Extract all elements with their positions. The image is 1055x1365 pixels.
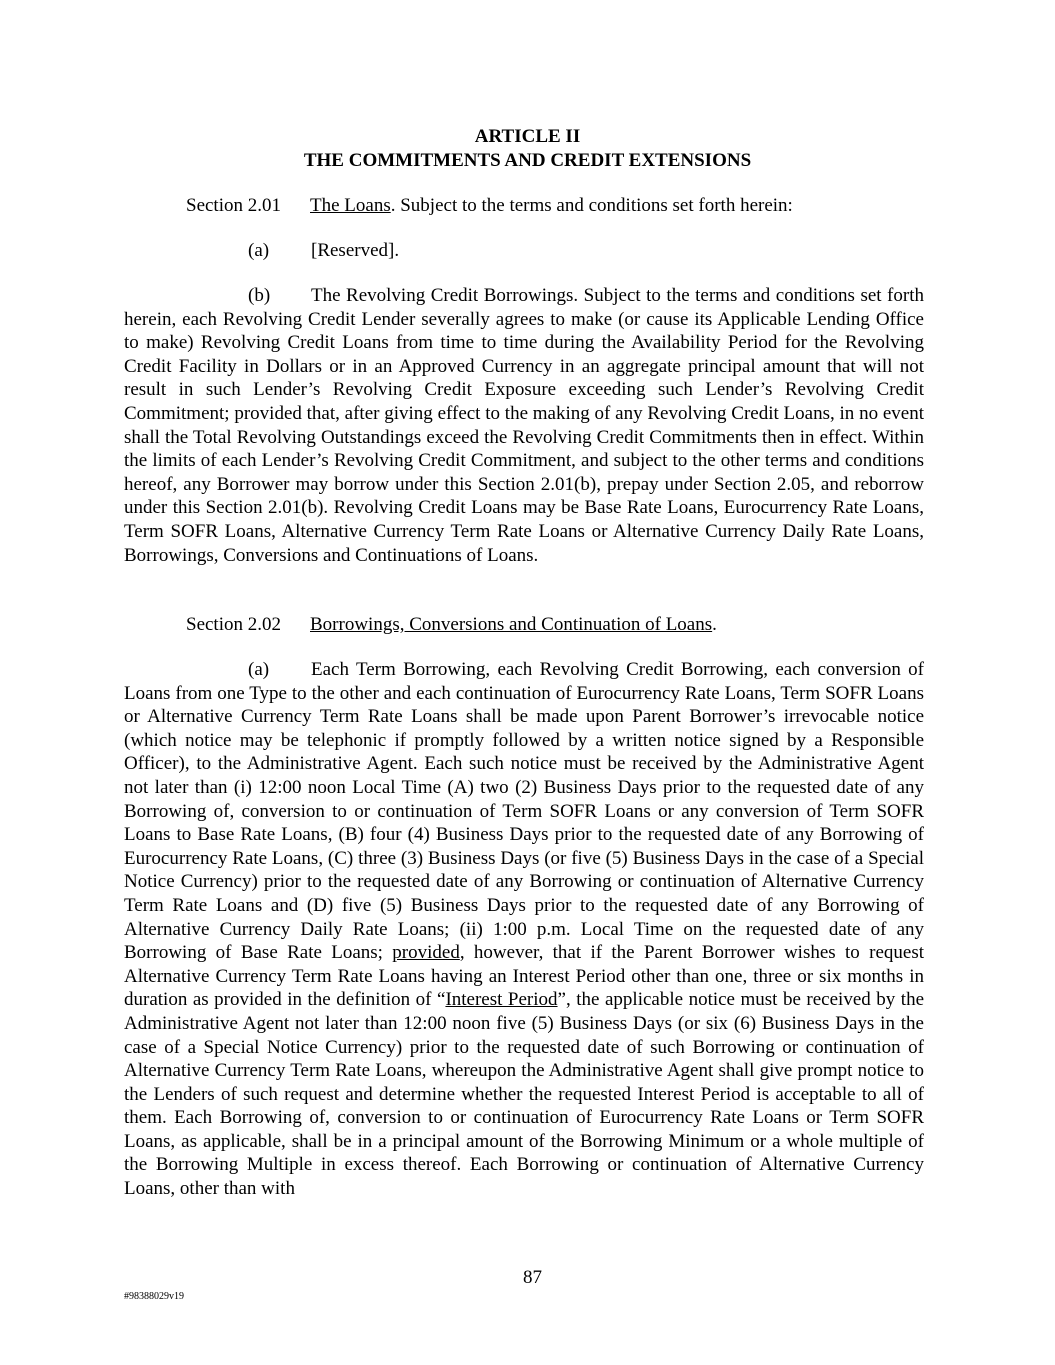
subsection-2-02-a [124,658,924,1201]
article-title: THE COMMITMENTS AND CREDIT EXTENSIONS [303,150,752,171]
subsection-label: (b) [248,285,271,306]
paragraph-text-part-3: ”, the applicable notice must be received by the Administrative Agent not later than 12:00 noon five (5) Business Days (or six (6) Business Days in the case of a Special Notice Currency) prior to the requested date of such Borrowing or continuation of Alternative Currency Term Rate Loans, whereupon the Administrative Agent shall give prompt notice to the Lenders of such request and determine whether the requested Interest Period is acceptable to all of them. Each Borrowing of, conversion to or continuation of Eurocurrency Rate Loans or Term SOFR Loans, as applicable, shall be in a principal amount of the Borrowing Minimum or a whole multiple of the Borrowing Multiple in excess thereof. Each Borrowing or continuation of Alternative Currency Loans, other than with [124,989,925,1200]
subsection-label: (a) [248,659,270,680]
section-number: Section 2.02 [186,614,281,635]
section-heading: Borrowings, Conversions and Continuation of Loans [310,614,713,635]
subsection-2-01-a [248,239,399,263]
section-heading: The Loans [310,195,391,216]
section-2-01-heading-line [186,194,793,218]
page-number: 87 [523,1267,542,1288]
section-2-02-heading-line [186,613,717,637]
section-heading-end: . [712,614,717,635]
interest-period-term: Interest Period [445,989,558,1011]
document-id: #98388029v19 [124,1291,184,1302]
subsection-text: [Reserved]. [311,240,400,261]
provided-term: provided [392,942,460,964]
paragraph-text-part-1: Each Term Borrowing, each Revolving Credit Borrowing, each conversion of Loans from one Type to the other and each continuation of Eurocurrency Rate Loans, Term SOFR Loans or Alternative Currency Term Rate Loans shall be made upon Parent Borrower’s irrevocable notice (which notice may be telephonic if promptly followed by a written notice signed by a Responsible Officer), to the Administrative Agent. Each such notice must be received by the Administrative Agent not later than (i) 12:00 noon Local Time (A) two (2) Business Days prior to the requested date of any Borrowing of, conversion to or continuation of Term SOFR Loans or any conversion of Term SOFR Loans to Base Rate Loans, (B) four (4) Business Days prior to the requested date of any Borrowing of Eurocurrency Rate Loans, (C) three (3) Business Days (or five (5) Business Days in the case of a Special Notice Currency) prior to the requested date of any Borrowing or continuation of Alternative Currency Term Rate Loans and (D) five (5) Business Days prior to the requested date of any Borrowing of Alternative Currency Daily Rate Loans; (ii) 1:00 p.m. Local Time on the requested date of any Borrowing of Base Rate Loans; [124,659,924,964]
paragraph-text-part-2: , however, that if the Parent Borrower wishes to request Alternative Currency Term Rate Loans having an Interest Period other than one, three or six months in duration as provided in the definition of “ [124,942,924,1011]
subsection-2-01-b [124,284,924,567]
subsection-label: (a) [248,240,270,261]
section-number: Section 2.01 [186,195,281,216]
subsection-text: The Revolving Credit Borrowings. Subject to the terms and conditions set forth herein, each Revolving Credit Lender severally agrees to make (or cause its Applicable Lending Office to make) Revolving Credit Loans from time to time during the Availability Period for the Revolving Credit Facility in Dollars or in an Approved Currency in an aggregate principal amount that will not result in such Lender’s Revolving Credit Exposure exceeding such Lender’s Revolving Credit Commitment; provided that, after giving effect to the making of any Revolving Credit Loans, in no event shall the Total Revolving Outstandings exceed the Revolving Credit Commitments then in effect. Within the limits of each Lender’s Revolving Credit Commitment, and subject to the other terms and conditions hereof, any Borrower may borrow under this Section 2.01(b), prepay under Section 2.05, and reborrow under this Section 2.01(b). Revolving Credit Loans may be Base Rate Loans, Eurocurrency Rate Loans, Term SOFR Loans, Alternative Currency Term Rate Loans or Alternative Currency Daily Rate Loans, Borrowings, Conversions and Continuations of Loans. [124,285,924,566]
section-intro: . Subject to the terms and conditions set forth herein: [390,195,793,216]
article-number: ARTICLE II [474,126,581,147]
